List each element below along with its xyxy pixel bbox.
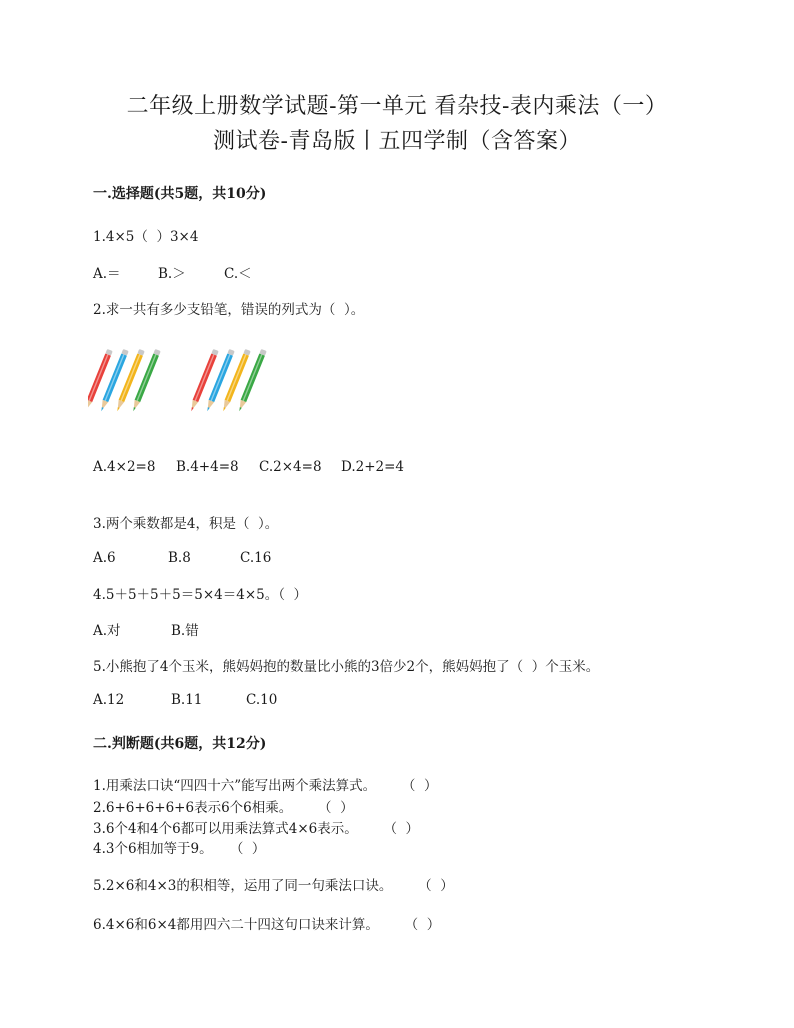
option: C.＜ — [224, 266, 252, 282]
option: A.12 — [93, 692, 125, 708]
judgment-item: 4.3个6相加等于9。 （ ） — [93, 841, 266, 857]
option: B.错 — [171, 623, 199, 639]
section-heading-choice: 一.选择题(共5题，共10分) — [93, 186, 267, 202]
question-5: 5.小熊抱了4个玉米，熊妈妈抱的数量比小熊的3倍少2个，熊妈妈抱了（ ）个玉米。 — [93, 659, 600, 675]
option: C.10 — [246, 692, 278, 708]
question-2: 2.求一共有多少支铅笔，错误的列式为（ ）。 — [93, 302, 365, 318]
option: B.4+4=8 — [176, 459, 239, 475]
pencils-illustration — [88, 348, 308, 424]
option: B.8 — [168, 550, 191, 566]
option: C.16 — [240, 550, 272, 566]
option: D.2+2=4 — [341, 459, 405, 475]
option: A.对 — [93, 623, 121, 639]
pencil-icon — [220, 349, 250, 412]
pencil-icon — [114, 349, 144, 412]
judgment-item: 6.4×6和6×4都用四六二十四这句口诀来计算。 （ ） — [93, 917, 441, 933]
option: B.＞ — [158, 266, 186, 282]
option: B.11 — [171, 692, 203, 708]
question-4: 4.5＋5＋5＋5＝5×4＝4×5。（ ） — [93, 587, 308, 603]
pencil-icon — [236, 349, 266, 412]
judgment-item: 3.6个4和4个6都可以用乘法算式4×6表示。 （ ） — [93, 821, 420, 837]
pencil-icon — [98, 349, 128, 412]
pencil-icon — [204, 349, 234, 412]
question-1: 1.4×5（ ）3×4 — [93, 229, 199, 245]
document-title-line1: 二年级上册数学试题-第一单元 看杂技-表内乘法（一） — [126, 94, 668, 119]
pencil-icon — [188, 349, 218, 412]
judgment-item: 2.6+6+6+6+6表示6个6相乘。 （ ） — [93, 800, 354, 816]
document-title-line2: 测试卷-青岛版丨五四学制（含答案） — [213, 129, 581, 154]
option: A.4×2=8 — [93, 459, 156, 475]
judgment-item: 1.用乘法口诀“四四十六”能写出两个乘法算式。 （ ） — [93, 778, 438, 794]
option: A.＝ — [93, 266, 121, 282]
question-3: 3.两个乘数都是4，积是（ ）。 — [93, 516, 279, 532]
option: C.2×4=8 — [259, 459, 322, 475]
pencil-icon — [88, 349, 113, 412]
section-heading-judgment: 二.判断题(共6题，共12分) — [93, 736, 267, 752]
pencil-icon — [130, 349, 160, 412]
option: A.6 — [93, 550, 116, 566]
judgment-item: 5.2×6和4×3的积相等，运用了同一句乘法口诀。 （ ） — [93, 878, 454, 894]
